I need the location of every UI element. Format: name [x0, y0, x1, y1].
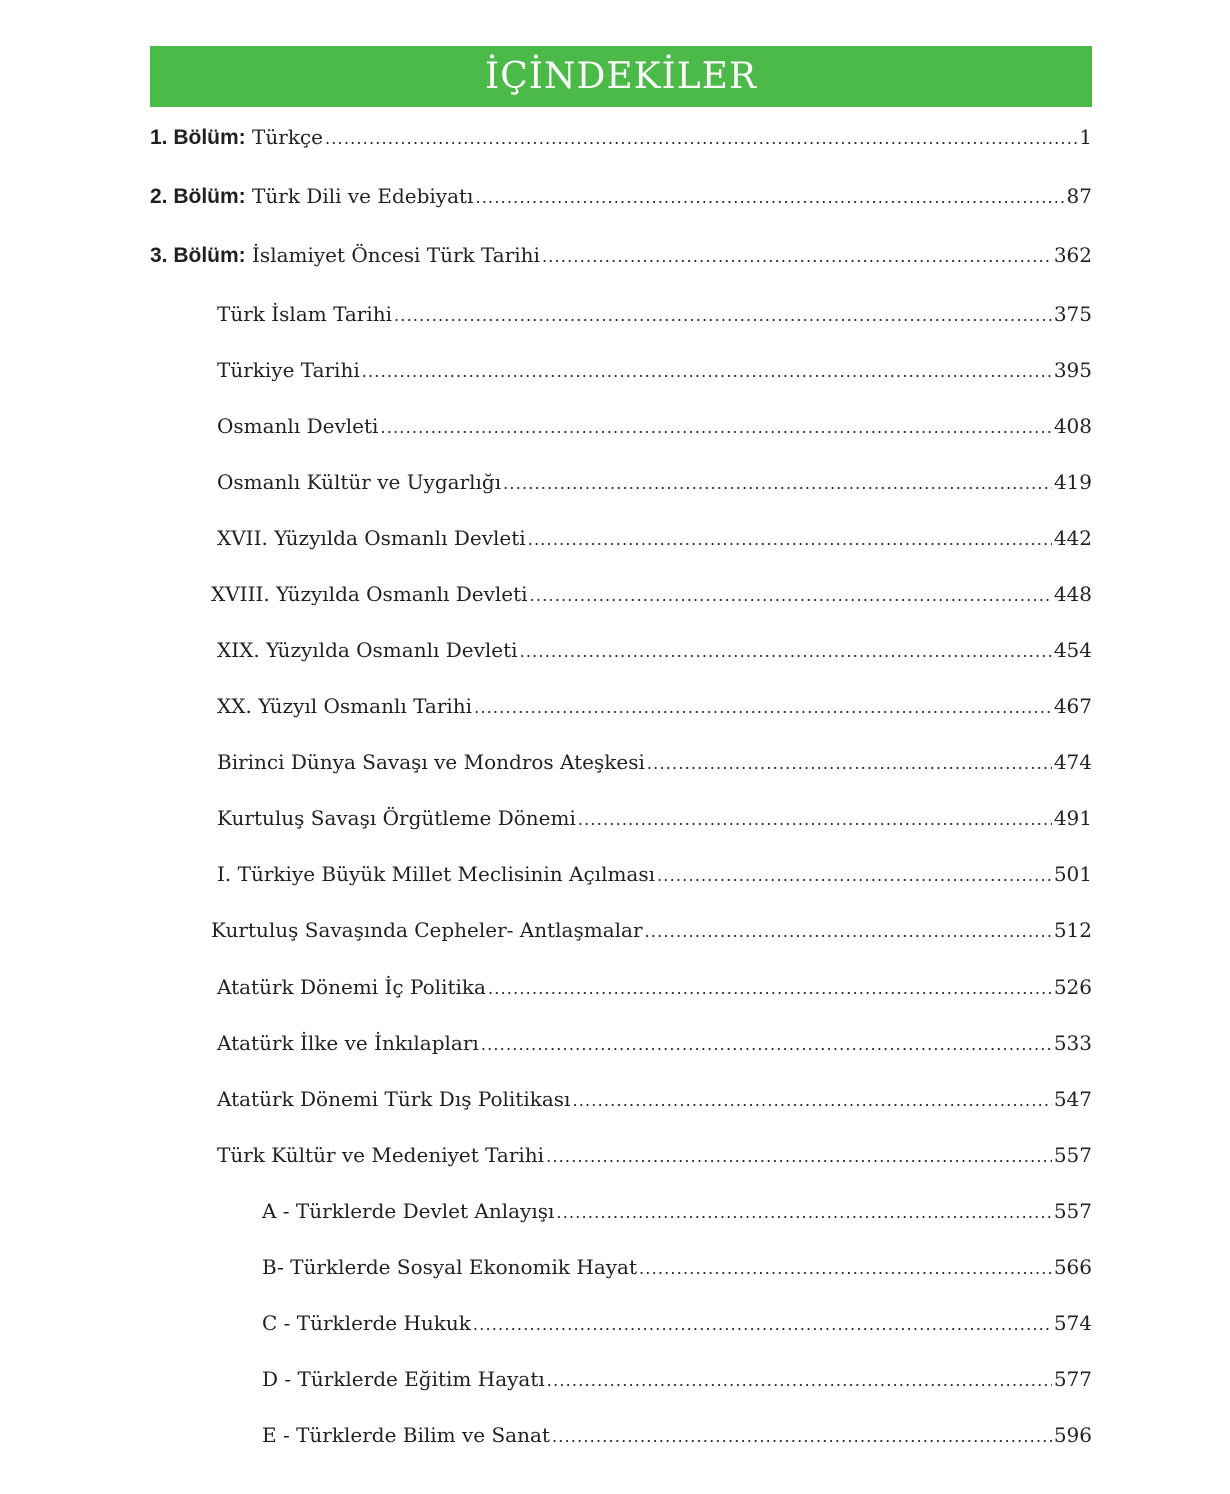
page-number: 577 — [1053, 1367, 1092, 1391]
toc-section[interactable] — [217, 691, 1092, 721]
dot-leader — [488, 974, 1052, 1004]
page-title: İÇİNDEKİLER — [484, 55, 758, 97]
toc-section[interactable] — [217, 523, 1092, 553]
dot-leader — [546, 1142, 1052, 1172]
toc-section[interactable] — [217, 467, 1092, 497]
page-number: 547 — [1053, 1087, 1092, 1111]
chapter-title: Türk Dili ve Edebiyatı — [252, 184, 474, 208]
dot-leader — [520, 637, 1052, 667]
page-number: 474 — [1053, 750, 1092, 774]
page-number: 375 — [1053, 302, 1092, 326]
toc-subsection[interactable] — [262, 1364, 1092, 1394]
page-number: 574 — [1053, 1311, 1092, 1335]
section-title: Kurtuluş Savaşında Cepheler- Antlaşmalar — [211, 918, 643, 942]
toc-section[interactable] — [211, 915, 1092, 945]
toc-section[interactable] — [217, 803, 1092, 833]
page-number: 467 — [1053, 694, 1092, 718]
toc-subsection[interactable] — [262, 1196, 1092, 1226]
toc-section[interactable] — [217, 1140, 1092, 1170]
page-number: 557 — [1053, 1143, 1092, 1167]
section-title: XIX. Yüzyılda Osmanlı Devleti — [217, 638, 518, 662]
chapter-prefix: 2. Bölüm: — [150, 185, 246, 208]
dot-leader — [325, 124, 1077, 154]
page-number: 408 — [1053, 414, 1092, 438]
toc-subsection[interactable] — [262, 1308, 1092, 1338]
dot-leader — [578, 805, 1052, 835]
subsection-title: C - Türklerde Hukuk — [262, 1311, 471, 1335]
page-number: 1 — [1079, 125, 1092, 149]
dot-leader — [474, 693, 1052, 723]
toc-section[interactable] — [217, 972, 1092, 1002]
section-title: Türkiye Tarihi — [217, 358, 360, 382]
dot-leader — [528, 525, 1052, 555]
page-number: 419 — [1053, 470, 1092, 494]
toc-section[interactable] — [217, 411, 1092, 441]
chapter-title: İslamiyet Öncesi Türk Tarihi — [252, 243, 540, 267]
dot-leader — [639, 1254, 1052, 1284]
dot-leader — [542, 242, 1052, 272]
page-number: 87 — [1066, 184, 1092, 208]
page-number: 442 — [1053, 526, 1092, 550]
dot-leader — [475, 183, 1064, 213]
chapter-title: Türkçe — [252, 125, 323, 149]
page-number: 501 — [1053, 862, 1092, 886]
dot-leader — [362, 357, 1052, 387]
section-title: XVII. Yüzyılda Osmanlı Devleti — [217, 526, 526, 550]
dot-leader — [657, 861, 1052, 891]
subsection-title: E - Türklerde Bilim ve Sanat — [262, 1423, 550, 1447]
toc-section[interactable] — [217, 299, 1092, 329]
toc-section[interactable] — [217, 635, 1092, 665]
page-number: 512 — [1053, 918, 1092, 942]
toc-chapter-3[interactable] — [150, 240, 1092, 270]
chapter-prefix: 1. Bölüm: — [150, 126, 246, 149]
page-number: 448 — [1053, 582, 1092, 606]
section-title: Türk İslam Tarihi — [217, 302, 393, 326]
section-title: Türk Kültür ve Medeniyet Tarihi — [217, 1143, 545, 1167]
page-number: 596 — [1053, 1423, 1092, 1447]
section-title: XX. Yüzyıl Osmanlı Tarihi — [217, 694, 473, 718]
dot-leader — [647, 749, 1052, 779]
page-number: 526 — [1053, 975, 1092, 999]
section-title: Kurtuluş Savaşı Örgütleme Dönemi — [217, 806, 576, 830]
dot-leader — [503, 469, 1052, 499]
section-title: I. Türkiye Büyük Millet Meclisinin Açılması — [217, 862, 656, 886]
section-title: Birinci Dünya Savaşı ve Mondros Ateşkesi — [217, 750, 645, 774]
dot-leader — [394, 301, 1052, 331]
chapter-prefix: 3. Bölüm: — [150, 244, 246, 267]
page-number: 454 — [1053, 638, 1092, 662]
toc-section[interactable] — [217, 1084, 1092, 1114]
page-number: 566 — [1053, 1255, 1092, 1279]
dot-leader — [556, 1198, 1051, 1228]
dot-leader — [481, 1030, 1052, 1060]
toc-section[interactable] — [217, 747, 1092, 777]
toc-section[interactable] — [211, 579, 1092, 609]
page-number: 533 — [1053, 1031, 1092, 1055]
subsection-title: A - Türklerde Devlet Anlayışı — [262, 1199, 555, 1223]
toc-chapter-2[interactable] — [150, 181, 1092, 211]
page-number: 362 — [1053, 243, 1092, 267]
toc-header-bar — [150, 46, 1092, 107]
dot-leader — [552, 1422, 1052, 1452]
section-title: XVIII. Yüzyılda Osmanlı Devleti — [211, 582, 528, 606]
page-number: 395 — [1053, 358, 1092, 382]
toc-chapter-1[interactable] — [150, 122, 1092, 152]
dot-leader — [572, 1086, 1051, 1116]
section-title: Atatürk Dönemi İç Politika — [217, 975, 486, 999]
toc-section[interactable] — [217, 859, 1092, 889]
dot-leader — [547, 1366, 1052, 1396]
section-title: Atatürk Dönemi Türk Dış Politikası — [217, 1087, 571, 1111]
toc-section[interactable] — [217, 355, 1092, 385]
dot-leader — [645, 917, 1052, 947]
toc-subsection[interactable] — [262, 1420, 1092, 1450]
page-number: 491 — [1053, 806, 1092, 830]
subsection-title: D - Türklerde Eğitim Hayatı — [262, 1367, 545, 1391]
dot-leader — [530, 581, 1052, 611]
section-title: Atatürk İlke ve İnkılapları — [217, 1031, 479, 1055]
section-title: Osmanlı Kültür ve Uygarlığı — [217, 470, 502, 494]
subsection-title: B- Türklerde Sosyal Ekonomik Hayat — [262, 1255, 637, 1279]
toc-section[interactable] — [217, 1028, 1092, 1058]
section-title: Osmanlı Devleti — [217, 414, 379, 438]
page-number: 557 — [1053, 1199, 1092, 1223]
dot-leader — [380, 413, 1051, 443]
toc-subsection[interactable] — [262, 1252, 1092, 1282]
dot-leader — [473, 1310, 1052, 1340]
